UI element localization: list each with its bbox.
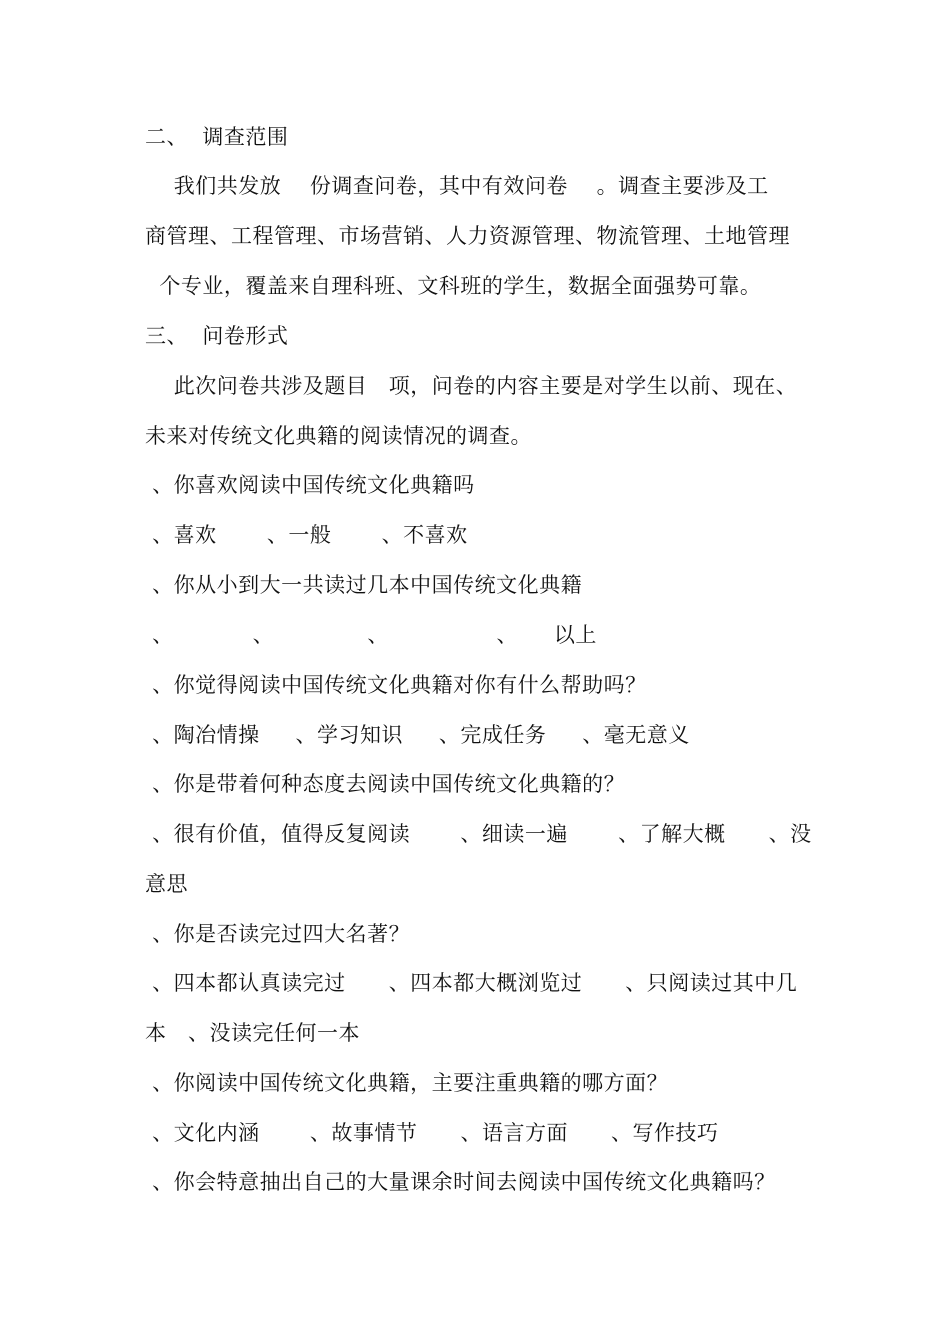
- section-3-heading: 三、 问卷形式: [145, 324, 289, 348]
- section-3-paragraph-line-2: 未来对传统文化典籍的阅读情况的调查。: [145, 424, 532, 448]
- section-2-paragraph-line-3: 个专业，覆盖来自理科班、文科班的学生，数据全面强势可靠。: [145, 274, 762, 298]
- question-2-options: 、 、 、 、 以上: [145, 623, 597, 647]
- question-3-options: 、陶冶情操 、学习知识 、完成任务 、毫无意义: [145, 723, 690, 747]
- question-4: 、你是带着何种态度去阅读中国传统文化典籍的？: [145, 772, 626, 796]
- question-6: 、你阅读中国传统文化典籍，主要注重典籍的哪方面？: [145, 1071, 669, 1095]
- question-1-options: 、喜欢 、一般 、不喜欢: [145, 523, 468, 547]
- question-4-options-line-2: 意思: [145, 872, 188, 896]
- question-3: 、你觉得阅读中国传统文化典籍对你有什么帮助吗？: [145, 673, 647, 697]
- section-2-heading: 二、 调查范围: [145, 125, 289, 149]
- question-5: 、你是否读完过四大名著？: [145, 922, 411, 946]
- question-6-options: 、文化内涵 、故事情节 、语言方面 、写作技巧: [145, 1121, 719, 1145]
- section-3-paragraph-line-1: 此次问卷共涉及题目 项，问卷的内容主要是对学生以前、现在、: [145, 374, 798, 398]
- section-2-paragraph-line-1: 我们共发放 份调查问卷，其中有效问卷 。调查主要涉及工: [145, 174, 769, 198]
- question-5-options-line-1: 、四本都认真读完过 、四本都大概浏览过 、只阅读过其中几: [145, 971, 798, 995]
- question-5-options-line-2: 本 、没读完任何一本: [145, 1021, 361, 1045]
- question-7: 、你会特意抽出自己的大量课余时间去阅读中国传统文化典籍吗？: [145, 1170, 776, 1194]
- question-4-options-line-1: 、很有价值，值得反复阅读 、细读一遍 、了解大概 、没: [145, 822, 812, 846]
- question-1: 、你喜欢阅读中国传统文化典籍吗: [145, 473, 475, 497]
- section-2-paragraph-line-2: 商管理、工程管理、市场营销、人力资源管理、物流管理、土地管理: [145, 224, 790, 248]
- question-2: 、你从小到大一共读过几本中国传统文化典籍: [145, 573, 583, 597]
